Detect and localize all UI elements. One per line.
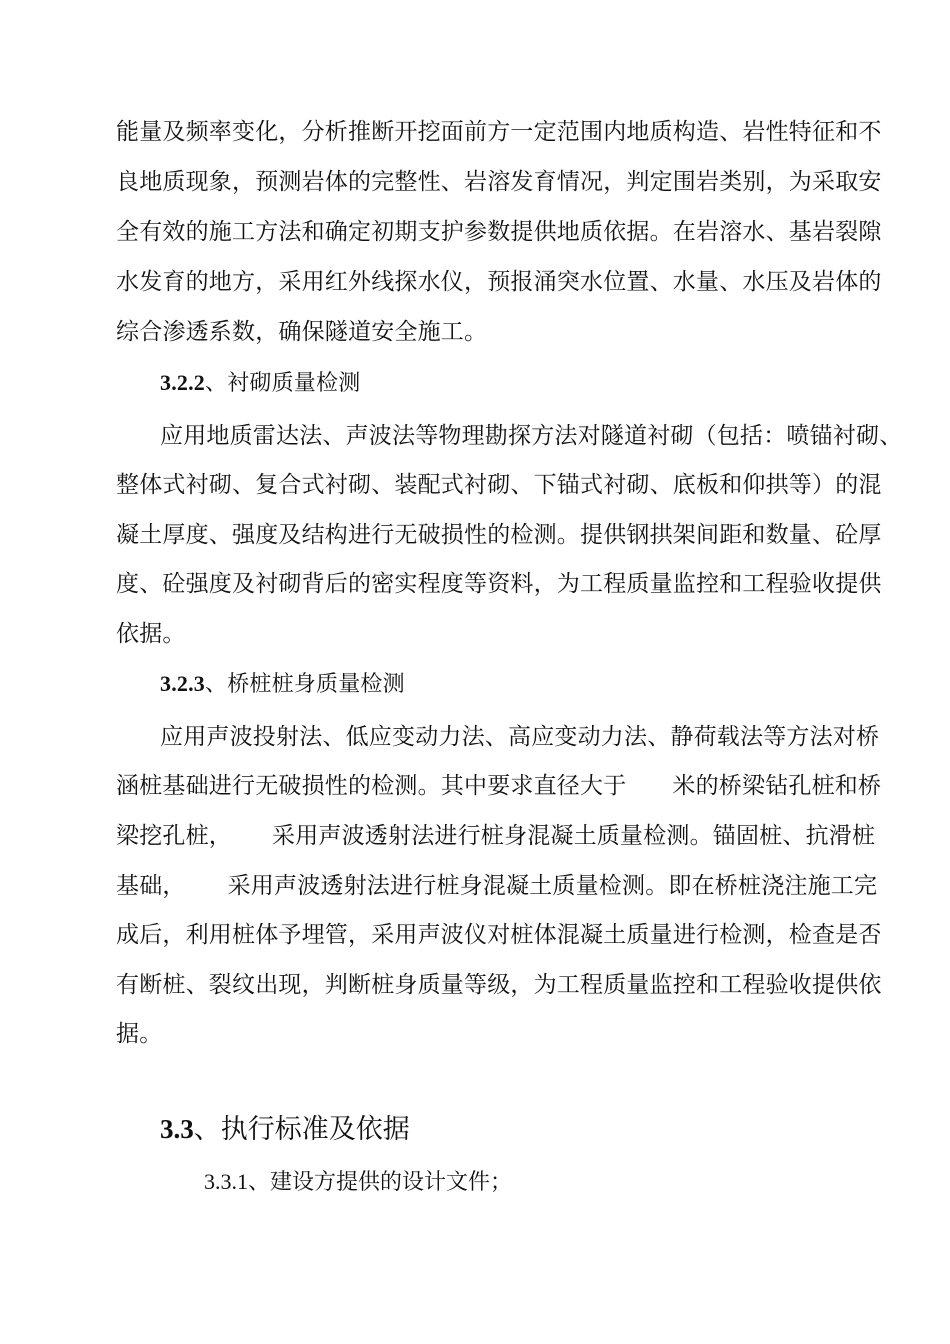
paragraph-line: 据。 (116, 1021, 163, 1047)
section-heading-3-3 (160, 1112, 410, 1147)
subsection-heading-3-2-3 (160, 669, 405, 700)
paragraph-line: 水发育的地方，采用红外线探水仪，预报涌突水位置、水量、水压及岩体的 (116, 269, 882, 295)
paragraph-segment: 采用声波透射法进行桩身混凝土质量检测。即在桥桩浇注施工完 (227, 873, 878, 899)
paragraph-line: 综合渗透系数，确保隧道安全施工。 (116, 319, 488, 345)
paragraph-segment: 涵桩基础进行无破损性的检测。其中要求直径大于 (116, 773, 627, 799)
paragraph-line: 依据。 (116, 621, 186, 647)
paragraph-line: 凝土厚度、强度及结构进行无破损性的检测。提供钢拱架间距和数量、砼厚 (116, 522, 882, 548)
paragraph-line (116, 771, 881, 801)
paragraph-line: 有断桩、裂纹出现，判断桩身质量等级，为工程质量监控和工程验收提供依 (116, 972, 882, 998)
paragraph-line: 应用声波投射法、低应变动力法、高应变动力法、静荷载法等方法对桥 (160, 724, 880, 750)
list-item-3-3-1 (204, 1167, 512, 1198)
section-number: 3.3 (160, 1114, 194, 1144)
section-title: 、执行标准及依据 (193, 1114, 410, 1145)
paragraph-line: 能量及频率变化，分析推断开挖面前方一定范围内地质构造、岩性特征和不 (116, 119, 882, 145)
item-text: 、建设方提供的设计文件； (248, 1170, 513, 1195)
paragraph-segment: 梁挖孔桩， (116, 823, 232, 849)
paragraph-line: 度、砼强度及衬砌背后的密实程度等资料，为工程质量监控和工程验收提供 (116, 571, 882, 597)
subsection-number: 3.2.2 (160, 370, 205, 395)
paragraph-line: 全有效的施工方法和确定初期支护参数提供地质依据。在岩溶水、基岩裂隙 (116, 219, 882, 245)
subsection-number: 3.2.3 (160, 671, 205, 696)
paragraph-line: 成后，利用桩体予埋管，采用声波仪对桩体混凝土质量进行检测，检查是否 (116, 922, 882, 948)
subsection-title: 、桥桩桩身质量检测 (205, 672, 405, 697)
subsection-title: 、衬砌质量检测 (205, 371, 361, 396)
item-number: 3.3.1 (204, 1169, 248, 1194)
paragraph-line: 良地质现象，预测岩体的完整性、岩溶发育情况，判定围岩类别，为采取安 (116, 169, 882, 195)
paragraph-line (116, 821, 875, 851)
paragraph-line (116, 871, 877, 901)
paragraph-segment: 采用声波透射法进行桩身混凝土质量检测。锚固桩、抗滑桩 (272, 823, 876, 849)
paragraph-line: 整体式衬砌、复合式衬砌、装配式衬砌、下锚式衬砌、底板和仰拱等）的混 (116, 472, 882, 498)
paragraph-segment: 米的桥梁钻孔桩和桥 (672, 773, 882, 799)
paragraph-line: 应用地质雷达法、声波法等物理勘探方法对隧道衬砌（包括：喷锚衬砌、 (160, 423, 903, 449)
paragraph-segment: 基础， (116, 873, 186, 899)
subsection-heading-3-2-2 (160, 368, 360, 399)
